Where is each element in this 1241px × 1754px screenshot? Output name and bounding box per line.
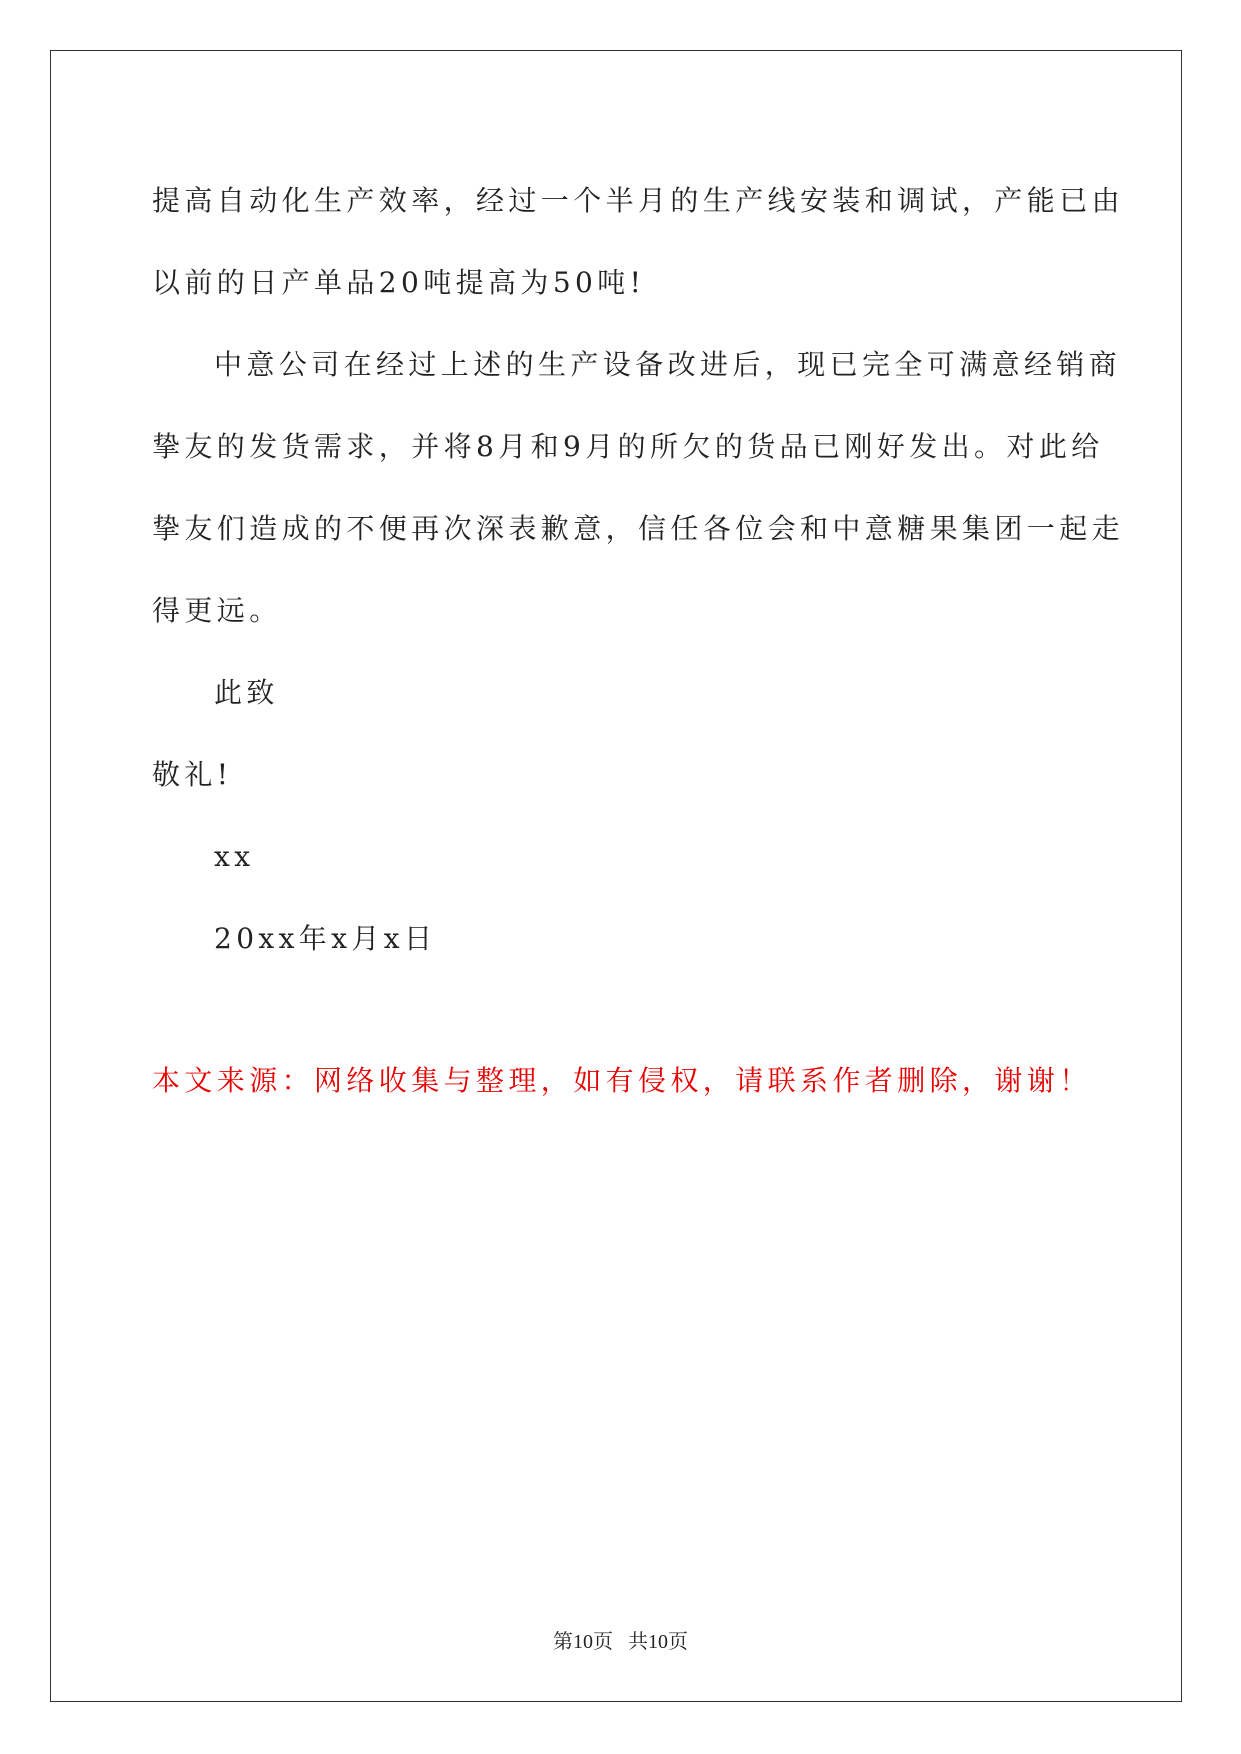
paragraph-line: 以前的日产单品20吨提高为50吨!	[152, 266, 646, 299]
closing-salutation: 此致	[214, 676, 279, 709]
signature-name: xx	[214, 840, 255, 873]
paragraph-line: 挚友们造成的不便再次深表歉意，信任各位会和中意糖果集团一起走	[152, 512, 1125, 545]
document-body	[152, 160, 1125, 1122]
source-notice: 本文来源：网络收集与整理，如有侵权，请联系作者删除，谢谢！	[152, 1064, 1092, 1097]
closing-regards: 敬礼!	[152, 758, 233, 791]
paragraph-line: 提高自动化生产效率，经过一个半月的生产线安装和调试，产能已由	[152, 184, 1125, 217]
signature-date: 20xx年x月x日	[214, 922, 437, 955]
spacer	[152, 980, 1092, 1040]
paragraph-line: 中意公司在经过上述的生产设备改进后，现已完全可满意经销商	[214, 348, 1122, 381]
page-number: 第10页 共10页	[553, 1631, 688, 1653]
paragraph-line: 挚友的发货需求，并将8月和9月的所欠的货品已刚好发出。对此给	[152, 430, 1104, 463]
paragraph-line: 得更远。	[152, 594, 282, 627]
